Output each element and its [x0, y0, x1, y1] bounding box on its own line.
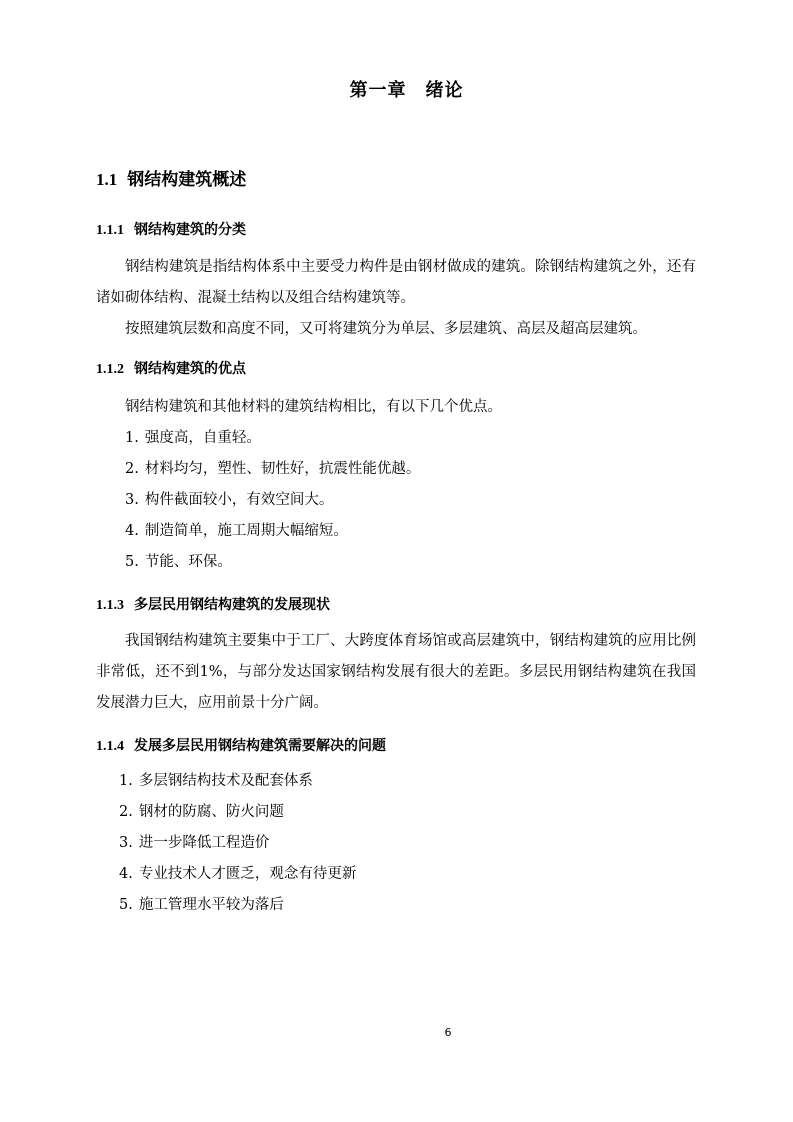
chapter-title: 第一章 绪论	[349, 80, 464, 101]
list-item: 3. 进一步降低工程造价	[119, 835, 270, 851]
subsection-heading-1	[96, 219, 246, 239]
page-number: 6	[444, 1026, 452, 1039]
subsection-number: 1.1.4	[96, 739, 124, 754]
list-item: 5. 节能、环保。	[125, 554, 232, 570]
list-item: 1. 多层钢结构技术及配套体系	[119, 773, 313, 789]
section-title: 钢结构建筑概述	[127, 170, 247, 190]
paragraph: 我国钢结构建筑主要集中于工厂、大跨度体育场馆或高层建筑中，钢结构建筑的应用比例非常低，还不到1%，与部分发达国家钢结构发展有很大的差距。多层民用钢结构建筑在我国发展潜力巨大，应用前景十分广阔。	[96, 633, 696, 711]
list-item: 4. 专业技术人才匮乏，观念有待更新	[119, 866, 357, 882]
list-item: 3. 构件截面较小，有效空间大。	[125, 492, 334, 508]
subsection-title: 多层民用钢结构建筑的发展现状	[134, 597, 330, 613]
subsection-heading-2	[96, 358, 246, 378]
list-item: 2. 材料均匀，塑性、韧性好，抗震性能优越。	[125, 461, 421, 477]
section-number: 1.1	[96, 170, 118, 189]
section-heading	[96, 165, 246, 190]
subsection-heading-3	[96, 594, 330, 614]
subsection-title: 发展多层民用钢结构建筑需要解决的问题	[134, 738, 386, 754]
list-item: 2. 钢材的防腐、防火问题	[119, 804, 284, 820]
paragraph: 钢结构建筑是指结构体系中主要受力构件是由钢材做成的建筑。除钢结构建筑之外，还有诸如砌体结构、混凝土结构以及组合结构建筑等。	[96, 259, 696, 306]
subsection-title: 钢结构建筑的优点	[134, 361, 246, 377]
list-item: 4. 制造简单，施工周期大幅缩短。	[125, 523, 348, 539]
intro-text: 钢结构建筑和其他材料的建筑结构相比，有以下几个优点。	[125, 399, 502, 415]
paragraph: 按照建筑层数和高度不同，又可将建筑分为单层、多层建筑、高层及超高层建筑。	[125, 321, 647, 337]
subsection-number: 1.1.3	[96, 598, 124, 613]
list-item: 1. 强度高，自重轻。	[125, 430, 261, 446]
subsection-number: 1.1.2	[96, 362, 124, 377]
subsection-title: 钢结构建筑的分类	[134, 222, 246, 238]
subsection-number: 1.1.1	[96, 223, 124, 238]
subsection-heading-4	[96, 735, 386, 755]
list-item: 5. 施工管理水平较为落后	[119, 897, 284, 913]
